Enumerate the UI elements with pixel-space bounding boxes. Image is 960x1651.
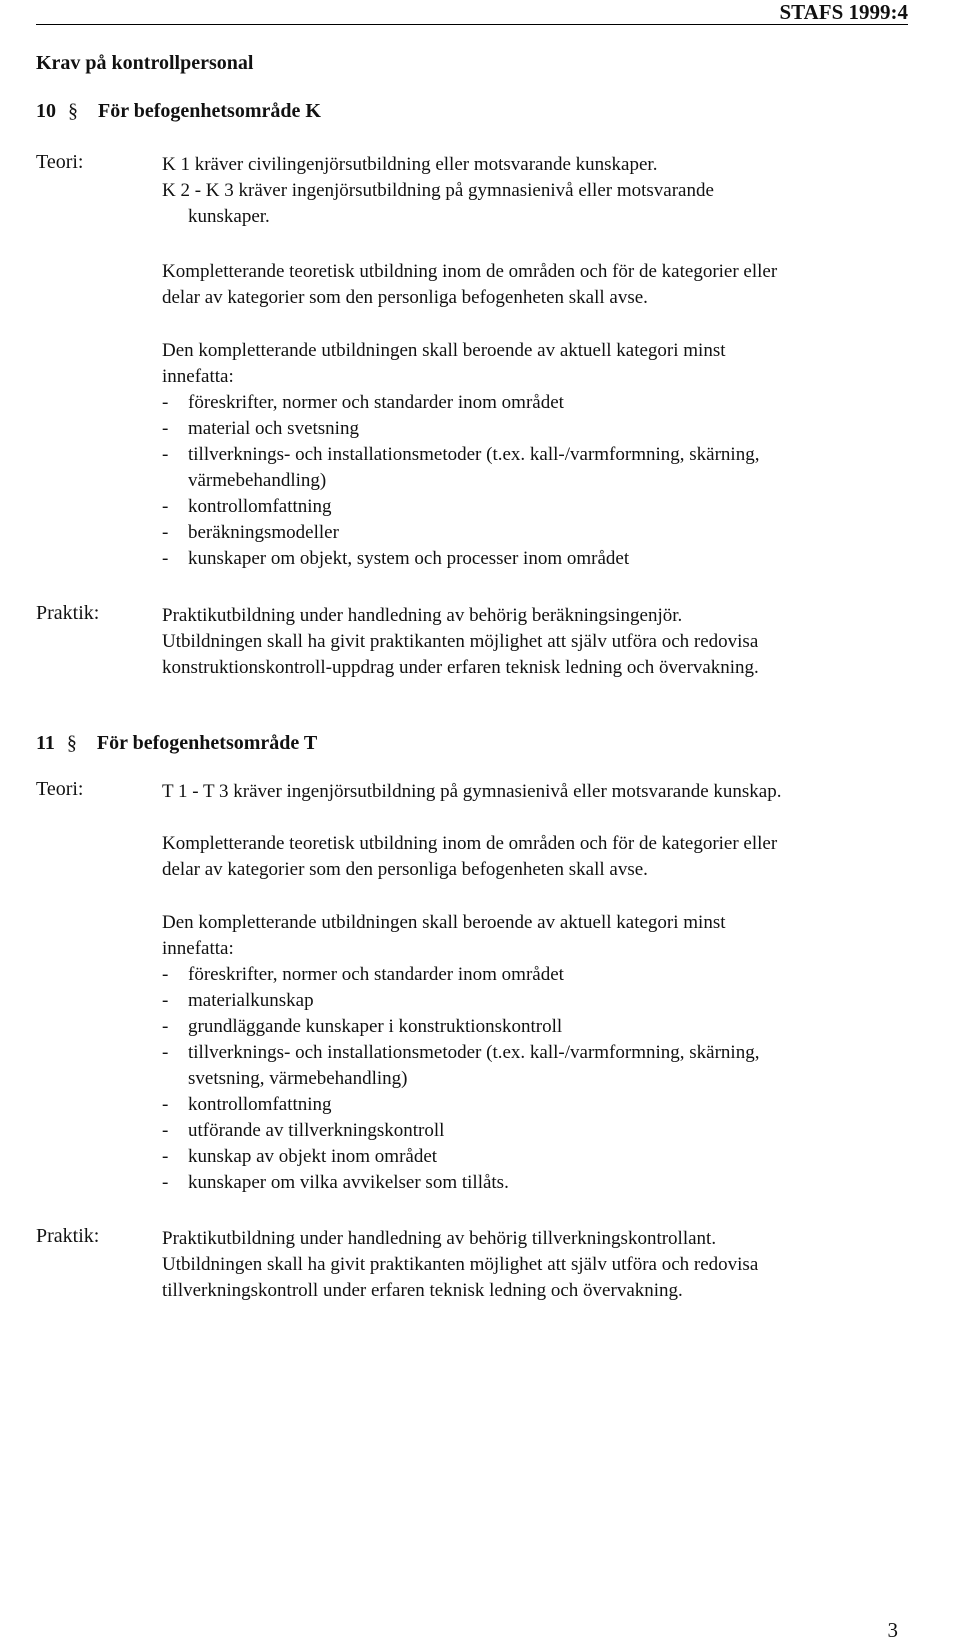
list-item: - materialkunskap xyxy=(162,990,314,1011)
section-11-practice-text xyxy=(162,1226,922,1304)
paragraph-symbol: § xyxy=(66,732,77,754)
intro-line: Den kompletterande utbildningen skall beroende av aktuell kategori minst xyxy=(162,340,726,361)
intro-line: innefatta: xyxy=(162,938,234,959)
practice-line: Praktikutbildning under handledning av behörig tillverkningskontrollant. xyxy=(162,1228,717,1249)
practice-line: konstruktionskontroll-uppdrag under erfaren teknisk ledning och övervakning. xyxy=(162,657,759,678)
section-11-content-list xyxy=(162,910,922,1196)
list-item: - kontrollomfattning xyxy=(162,1094,332,1115)
practice-label: Praktik: xyxy=(36,602,100,624)
practice-label: Praktik: xyxy=(36,1225,100,1247)
list-item: - material och svetsning xyxy=(162,418,359,439)
page-number: 3 xyxy=(887,1618,898,1642)
list-item: - beräkningsmodeller xyxy=(162,522,339,543)
list-item-continuation: värmebehandling) xyxy=(188,470,327,491)
list-item: - kontrollomfattning xyxy=(162,496,332,517)
practice-line: tillverkningskontroll under erfaren teknisk ledning och övervakning. xyxy=(162,1280,683,1301)
practice-line: Utbildningen skall ha givit praktikanten möjlighet att själv utföra och redovisa xyxy=(162,1254,759,1275)
list-item: - utförande av tillverkningskontroll xyxy=(162,1120,445,1141)
theory-line: K 1 kräver civilingenjörsutbildning eller motsvarande kunskaper. xyxy=(162,154,658,175)
paragraph-symbol: § xyxy=(68,100,78,122)
section-11-theory-text xyxy=(162,779,922,805)
theory-line: K 2 - K 3 kräver ingenjörsutbildning på gymnasienivå eller motsvarande xyxy=(162,180,714,201)
list-item-continuation: svetsning, värmebehandling) xyxy=(188,1068,408,1089)
section-number: 10 xyxy=(36,100,56,122)
practice-line: Utbildningen skall ha givit praktikanten möjlighet att själv utföra och redovisa xyxy=(162,631,759,652)
section-11-heading xyxy=(36,732,317,755)
section-title: För befogenhetsområde K xyxy=(98,100,321,122)
theory-line: T 1 - T 3 kräver ingenjörsutbildning på gymnasienivå eller motsvarande kunskap. xyxy=(162,781,782,802)
supplement-line: Kompletterande teoretisk utbildning inom de områden och för de kategorier eller xyxy=(162,261,778,282)
section-10-content-list xyxy=(162,338,922,572)
list-item: - tillverknings- och installationsmetoder (t.ex. kall-/varmformning, skärning, xyxy=(162,1042,760,1063)
section-10-heading xyxy=(36,100,321,123)
supplement-line: delar av kategorier som den personliga befogenheten skall avse. xyxy=(162,287,648,308)
section-10-theory-text xyxy=(162,152,922,230)
page-title: Krav på kontrollpersonal xyxy=(36,52,254,74)
theory-label: Teori: xyxy=(36,778,84,800)
list-item: - tillverknings- och installationsmetoder (t.ex. kall-/varmformning, skärning, xyxy=(162,444,760,465)
theory-line: kunskaper. xyxy=(188,206,270,227)
section-11-supplement xyxy=(162,831,922,883)
intro-line: Den kompletterande utbildningen skall beroende av aktuell kategori minst xyxy=(162,912,726,933)
list-item: - kunskaper om objekt, system och processer inom området xyxy=(162,548,630,569)
supplement-line: Kompletterande teoretisk utbildning inom de områden och för de kategorier eller xyxy=(162,833,778,854)
section-title: För befogenhetsområde T xyxy=(96,732,318,754)
list-item: - kunskaper om vilka avvikelser som tillåts. xyxy=(162,1172,509,1193)
intro-line: innefatta: xyxy=(162,366,234,387)
section-number: 11 xyxy=(36,732,55,754)
document-reference: STAFS 1999:4 xyxy=(779,0,908,24)
supplement-line: delar av kategorier som den personliga befogenheten skall avse. xyxy=(162,859,648,880)
list-item: - föreskrifter, normer och standarder inom området xyxy=(162,964,564,985)
list-item: - grundläggande kunskaper i konstruktionskontroll xyxy=(162,1016,563,1037)
page-header xyxy=(36,0,908,25)
list-item: - föreskrifter, normer och standarder inom området xyxy=(162,392,564,413)
practice-line: Praktikutbildning under handledning av behörig beräkningsingenjör. xyxy=(162,605,683,626)
list-item: - kunskap av objekt inom området xyxy=(162,1146,438,1167)
section-10-supplement xyxy=(162,259,922,311)
theory-label: Teori: xyxy=(36,151,84,173)
section-10-practice-text xyxy=(162,603,922,681)
